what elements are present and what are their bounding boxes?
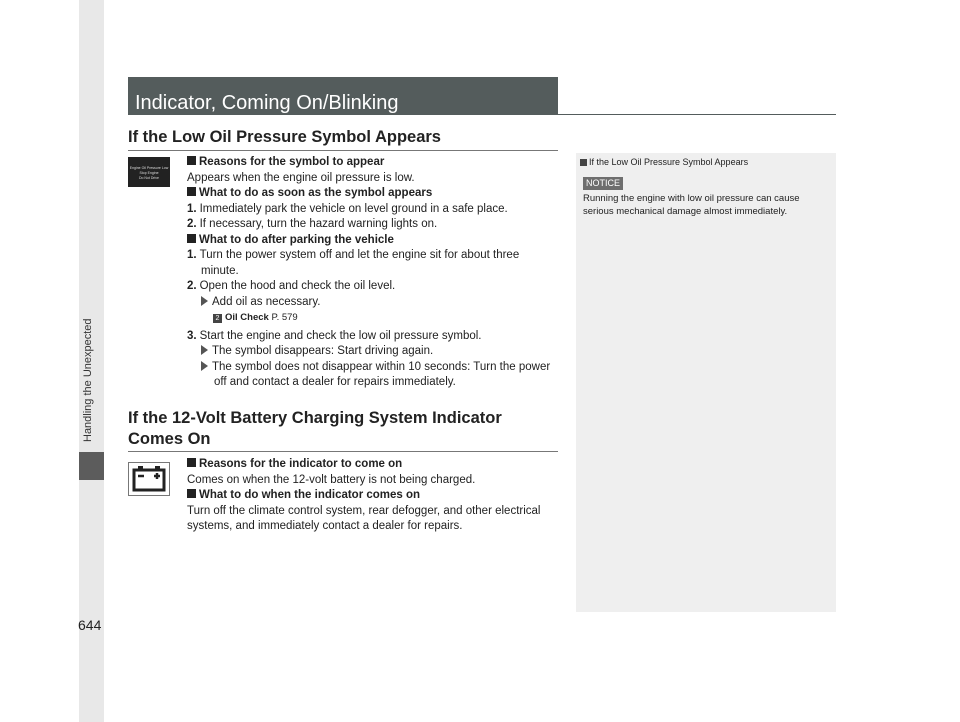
sub-item: Add oil as necessary. [187,295,567,311]
oil-heading-rule [128,150,558,151]
oil-reasons-heading: Reasons for the symbol to appear [199,156,385,168]
arrow-right-icon [201,296,208,306]
oil-reasons-text: Appears when the engine oil pressure is low. [187,171,415,184]
battery-charging-icon [128,462,170,496]
battery-section-body [187,457,567,535]
sub-item-continued: off and contact a dealer for repairs immediately. [214,376,456,388]
title-rule [558,114,836,115]
battery-reasons-heading: Reasons for the indicator to come on [199,458,403,470]
section-title: Indicator, Coming On/Blinking [128,77,558,115]
square-bullet-icon [187,156,196,165]
list-item: 1. Immediately park the vehicle on level ground in a safe place. [187,202,508,215]
battery-section-heading: If the 12-Volt Battery Charging System Indicator Comes On [128,409,502,448]
notice-badge: NOTICE [583,177,623,190]
arrow-right-icon [201,345,208,355]
oil-todo-heading: What to do as soon as the symbol appears [199,187,433,199]
square-bullet-icon [187,458,196,467]
oil-after-heading: What to do after parking the vehicle [199,233,394,246]
oil-section-body [187,155,567,391]
oil-symbol-line: Do Not Drive [138,176,160,180]
sub-item: The symbol disappears: Start driving again. [187,344,567,360]
oil-check-link[interactable]: 2 Oil Check P. 579 [187,310,567,326]
oil-symbol-line: Stop Engine [139,171,159,175]
list-item: 2. Open the hood and check the oil level. [187,280,396,292]
battery-todo-text: Turn off the climate control system, rear defogger, and other electrical [187,504,541,517]
side-label: Handling the Unexpected [82,318,94,442]
note-icon [580,159,587,166]
reference-icon: 2 [213,314,222,323]
sidebar-text: Running the engine with low oil pressure can cause serious mechanical damage almost immediately. [583,193,800,217]
arrow-right-icon [201,361,208,371]
square-bullet-icon [187,489,196,498]
battery-todo-text: systems, and immediately contact a dealer for repairs. [187,520,463,532]
sidebar-note [576,153,836,612]
battery-todo-heading: What to do when the indicator comes on [199,489,421,501]
list-item-continued: minute. [201,264,239,277]
list-item: 3. Start the engine and check the low oil pressure symbol. [187,329,482,342]
list-item: 1. Turn the power system off and let the engine sit for about three [187,249,520,261]
list-item: 2. If necessary, turn the hazard warning lights on. [187,218,438,230]
page-number: 644 [78,617,102,633]
square-bullet-icon [187,234,196,243]
oil-symbol-line: Engine Oil Pressure Low [129,166,169,170]
square-bullet-icon [187,187,196,196]
oil-section-heading: If the Low Oil Pressure Symbol Appears [128,128,441,146]
sidebar-heading: If the Low Oil Pressure Symbol Appears [580,157,748,167]
battery-heading-rule [128,451,558,452]
oil-pressure-symbol-icon [128,157,170,187]
battery-reasons-text: Comes on when the 12-volt battery is not being charged. [187,473,476,486]
sub-item: The symbol does not disappear within 10 seconds: Turn the power [187,360,567,376]
